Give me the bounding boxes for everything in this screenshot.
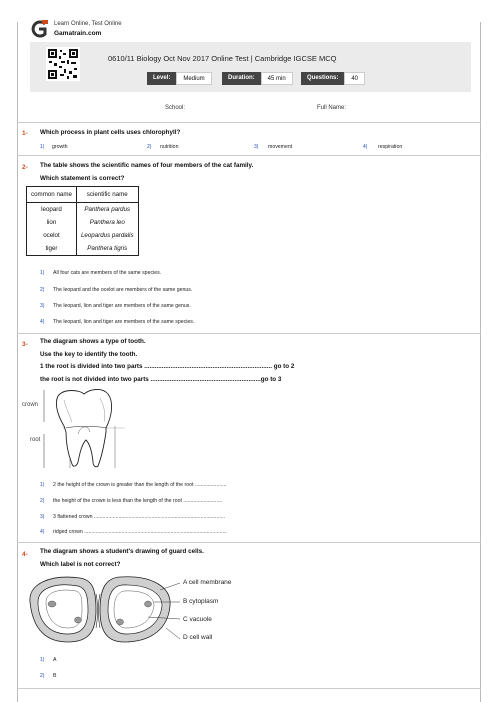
divider: [17, 333, 481, 334]
label-a: A cell membrane: [183, 579, 232, 586]
level-pill: [147, 72, 212, 85]
duration-pill: [222, 72, 293, 85]
table-row: [27, 229, 139, 242]
option-number: 3): [254, 144, 259, 150]
question-number: 3-: [22, 341, 28, 348]
brand-tagline: Learn Online, Test Online: [54, 21, 122, 27]
label-b: B cytoplasm: [183, 598, 219, 605]
option-number: 2): [40, 498, 45, 504]
option[interactable]: ridged crown ...................................................................................................: [53, 529, 227, 535]
option-number: 1): [40, 144, 45, 150]
option-number: 4): [40, 529, 45, 535]
tooth-diagram: [20, 388, 140, 470]
table-cell: lion: [27, 216, 77, 229]
duration-label: Duration:: [222, 72, 261, 85]
qr-code-icon: [46, 47, 80, 81]
option[interactable]: growth: [52, 144, 68, 150]
questions-value: 40: [344, 72, 365, 85]
option-number: 2): [147, 144, 152, 150]
table-cell: Leopardus pardalis: [76, 229, 138, 242]
divider: [17, 688, 481, 689]
brand-site[interactable]: Gamatrain.com: [54, 30, 102, 37]
table-row: [27, 203, 139, 217]
school-field[interactable]: School:: [165, 105, 186, 111]
option-number: 3): [40, 514, 45, 520]
option[interactable]: B: [53, 673, 57, 679]
level-value: Medium: [176, 72, 211, 85]
question-text: The table shows the scientific names of four members of the cat family.: [40, 162, 254, 169]
crown-label: crown: [22, 402, 39, 408]
duration-value: 45 min: [261, 72, 293, 85]
option-number: 3): [40, 303, 45, 309]
label-c: C vacuole: [183, 616, 212, 623]
option-number: 1): [40, 657, 45, 663]
table-cell: Panthera pardus: [76, 203, 138, 217]
table-cell: Panthera tigris: [76, 242, 138, 256]
test-info-banner: [30, 42, 471, 92]
option-number: 4): [363, 144, 368, 150]
question-text: Which process in plant cells uses chlorophyll?: [40, 129, 181, 136]
option-number: 1): [40, 482, 45, 488]
table-cell: tiger: [27, 242, 77, 256]
option-number: 2): [40, 673, 45, 679]
page-border-left: [17, 22, 18, 702]
table-cell: leopard: [27, 203, 77, 217]
question-number: 4-: [22, 551, 28, 558]
table-header: scientific name: [76, 187, 138, 203]
level-label: Level:: [147, 72, 176, 85]
table-header: common name: [27, 187, 77, 203]
question-text: The diagram shows a type of tooth.: [40, 338, 146, 345]
question-number: 1-: [22, 130, 28, 137]
table-row: [27, 216, 139, 229]
option[interactable]: respiration: [378, 144, 403, 150]
option-number: 2): [40, 287, 45, 293]
option[interactable]: A: [53, 657, 57, 663]
option[interactable]: the height of the crown is less than the length of the root ...........................: [53, 498, 223, 504]
key-line: the root is not divided into two parts ...............................................................go to 3: [40, 376, 282, 383]
label-d: D cell wall: [183, 634, 213, 641]
option[interactable]: The leopard, lion and tiger are members of the same species.: [53, 319, 195, 325]
question-text: The diagram shows a student's drawing of guard cells.: [40, 548, 204, 555]
option-number: 1): [40, 270, 45, 276]
question-text: Use the key to identify the tooth.: [40, 351, 138, 358]
option[interactable]: The leopard, lion and tiger are members of the same genus.: [53, 303, 191, 309]
divider: [17, 122, 481, 123]
divider: [17, 542, 481, 543]
questions-label: Questions:: [301, 72, 344, 85]
root-label: root: [30, 437, 41, 443]
full-name-field[interactable]: Full Name:: [317, 105, 347, 111]
option[interactable]: movement: [268, 144, 293, 150]
option[interactable]: nutrition: [160, 144, 179, 150]
option[interactable]: 3 flattened crown ...........................................................................................: [53, 514, 226, 520]
key-line: 1 the root is divided into two parts ......................................................................... go to 2: [40, 363, 295, 370]
test-title: 0610/11 Biology Oct Nov 2017 Online Test | Cambridge IGCSE MCQ: [108, 54, 337, 63]
question-text: Which statement is correct?: [40, 175, 125, 182]
option-number: 4): [40, 319, 45, 325]
divider: [17, 155, 481, 156]
guard-cells-diagram: [20, 572, 190, 647]
option[interactable]: The leopard and the ocelot are members of the same genus.: [53, 287, 193, 293]
table-cell: Panthera leo: [76, 216, 138, 229]
table-row: [27, 242, 139, 256]
option[interactable]: All four cats are members of the same species.: [53, 270, 162, 276]
question-number: 2-: [22, 164, 28, 171]
cat-family-table: [26, 186, 139, 256]
option[interactable]: 2 the height of the crown is greater than the length of the root ......................: [53, 482, 227, 488]
questions-pill: [301, 72, 365, 85]
gamatrain-logo-icon: [30, 20, 48, 38]
page-border-right: [480, 22, 481, 702]
question-text: Which label is not correct?: [40, 561, 121, 568]
table-cell: ocelot: [27, 229, 77, 242]
